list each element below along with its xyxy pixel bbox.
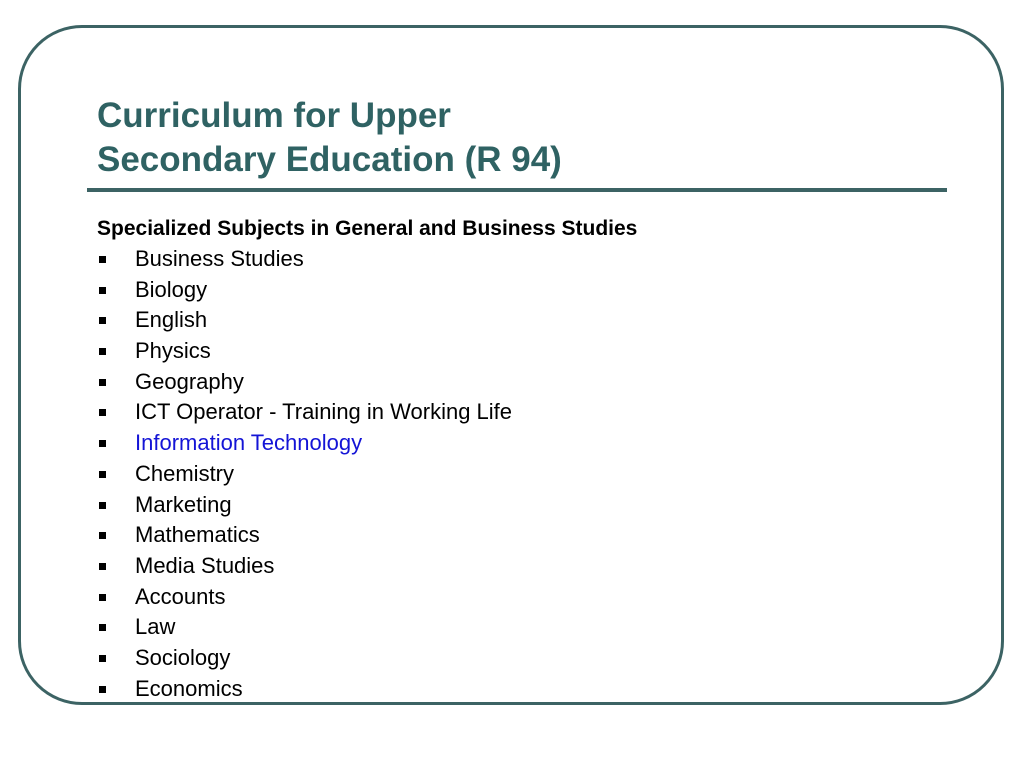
subject-label: English	[135, 307, 208, 333]
subject-list-item	[97, 459, 512, 490]
subject-label: Chemistry	[135, 460, 235, 486]
title-line-1: Curriculum for Upper	[97, 96, 451, 135]
square-bullet-icon	[99, 624, 106, 631]
subject-label: Marketing	[135, 491, 232, 517]
square-bullet-icon	[99, 686, 106, 693]
square-bullet-icon	[99, 348, 106, 355]
section-heading: Specialized Subjects in General and Business Studies	[97, 217, 638, 240]
subject-list-item	[97, 582, 512, 613]
square-bullet-icon	[99, 256, 106, 263]
subject-list-item	[97, 551, 512, 582]
square-bullet-icon	[99, 471, 106, 478]
subject-list-item	[97, 612, 512, 643]
title-divider	[87, 188, 947, 192]
subject-label: Sociology	[135, 644, 231, 670]
subject-label: Accounts	[135, 583, 226, 609]
subject-link-item[interactable]	[97, 428, 512, 459]
subject-label: ICT Operator - Training in Working Life	[135, 399, 513, 425]
subject-label: Biology	[135, 276, 208, 302]
subject-list-item	[97, 520, 512, 551]
subject-label: Geography	[135, 368, 244, 394]
subject-label: Mathematics	[135, 522, 260, 548]
subject-list-item	[97, 336, 512, 367]
title-line-2: Secondary Education (R 94)	[97, 140, 562, 179]
square-bullet-icon	[99, 409, 106, 416]
subject-label: Media Studies	[135, 552, 275, 578]
subject-label: Business Studies	[135, 246, 304, 271]
subject-list-item	[97, 305, 512, 336]
square-bullet-icon	[99, 440, 106, 447]
subject-list-item	[97, 674, 512, 705]
subject-label: Physics	[135, 338, 211, 364]
square-bullet-icon	[99, 379, 106, 386]
subject-list-item	[97, 397, 512, 428]
square-bullet-icon	[99, 563, 106, 570]
subject-label: Economics	[135, 675, 243, 701]
subject-list-item	[97, 275, 512, 306]
subject-link-label[interactable]: Information Technology	[135, 430, 363, 456]
subject-list-item	[97, 367, 512, 398]
square-bullet-icon	[99, 502, 106, 509]
square-bullet-icon	[99, 287, 106, 294]
subject-list-item	[97, 643, 512, 674]
square-bullet-icon	[99, 317, 106, 324]
subject-list	[97, 244, 512, 704]
square-bullet-icon	[99, 594, 106, 601]
square-bullet-icon	[99, 532, 106, 539]
slide-title	[97, 94, 562, 182]
subject-list-item	[97, 490, 512, 521]
square-bullet-icon	[99, 655, 106, 662]
subject-list-item	[97, 244, 512, 275]
subject-label: Law	[135, 614, 176, 640]
